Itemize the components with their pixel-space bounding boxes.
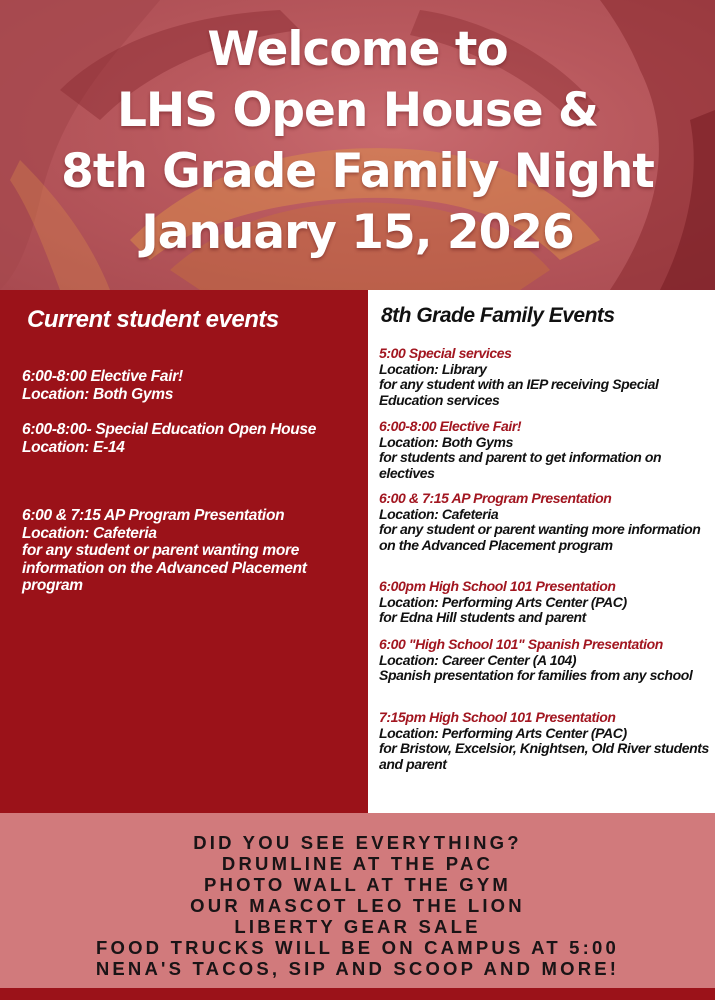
family-event-special-services [379, 346, 709, 408]
family-event-ap-program [379, 491, 709, 553]
event-description: Spanish presentation for families from any school [379, 667, 693, 683]
event-location: Location: Performing Arts Center (PAC) [379, 593, 627, 610]
event-title: 6:00 & 7:15 AP Program Presentation [379, 490, 612, 506]
event-location: Location: Cafeteria [22, 524, 157, 542]
footer-line-mascot: OUR MASCOT LEO THE LION [190, 895, 525, 916]
title-date: January 15, 2026 [141, 205, 574, 260]
event-time-title: 6:00 & 7:15 AP Program Presentation [22, 507, 285, 524]
event-time-title: 6:00-8:00- Special Education Open House [22, 421, 317, 438]
current-event-special-education [22, 421, 358, 456]
current-event-ap-program [22, 507, 358, 595]
footer-bottom-bar [0, 988, 715, 1000]
title-line-3: 8th Grade Family Night [61, 144, 654, 199]
family-event-hs101-edna-hill [379, 579, 709, 626]
event-description: for any student or parent wanting more information on the Advanced Placement program [379, 521, 701, 553]
footer-highlights [0, 813, 715, 988]
event-title: 6:00pm High School 101 Presentation [379, 578, 616, 594]
event-title: 6:00 "High School 101" Spanish Presentation [379, 636, 663, 652]
family-events-panel [368, 290, 715, 813]
family-event-elective-fair [379, 419, 709, 481]
event-location: Location: Cafeteria [379, 505, 499, 522]
footer-line-gear-sale: LIBERTY GEAR SALE [234, 916, 481, 937]
title-line-1: Welcome to [207, 22, 508, 77]
event-location: Location: Both Gyms [22, 385, 174, 403]
footer-line-drumline: DRUMLINE AT THE PAC [221, 853, 494, 874]
event-description: for any student with an IEP receiving Special Education services [379, 376, 659, 408]
footer-line-food-trucks: FOOD TRUCKS WILL BE ON CAMPUS AT 5:00 [95, 937, 619, 958]
header-banner [0, 0, 715, 290]
footer-line-question: DID YOU SEE EVERYTHING? [193, 832, 522, 853]
event-location: Location: Career Center (A 104) [379, 651, 577, 668]
current-event-elective-fair [22, 368, 358, 403]
event-title: 6:00-8:00 Elective Fair! [379, 418, 522, 434]
event-description: for any student or parent wanting more information on the Advanced Placement program [22, 542, 307, 594]
event-location: Location: E-14 [22, 438, 125, 456]
family-event-hs101-feeder-schools [379, 710, 709, 772]
event-title: 7:15pm High School 101 Presentation [379, 709, 616, 725]
family-event-hs101-spanish [379, 637, 709, 684]
event-description: for students and parent to get information on electives [379, 449, 662, 481]
current-student-events-panel [0, 290, 368, 813]
event-time-title: 6:00-8:00 Elective Fair! [22, 368, 183, 385]
event-location: Location: Performing Arts Center (PAC) [379, 724, 627, 741]
event-location: Location: Library [379, 360, 487, 377]
family-events-heading: 8th Grade Family Events [381, 304, 615, 327]
event-title: 5:00 Special services [379, 345, 512, 361]
event-description: for Bristow, Excelsior, Knightsen, Old River students and parent [379, 740, 709, 772]
event-location: Location: Both Gyms [379, 433, 513, 450]
current-student-events-heading: Current student events [27, 306, 279, 333]
event-description: for Edna Hill students and parent [379, 609, 586, 625]
title-line-2: LHS Open House & [116, 83, 599, 138]
footer-line-photo-wall: PHOTO WALL AT THE GYM [203, 874, 511, 895]
footer-line-vendors: NENA'S TACOS, SIP AND SCOOP AND MORE! [95, 958, 620, 979]
